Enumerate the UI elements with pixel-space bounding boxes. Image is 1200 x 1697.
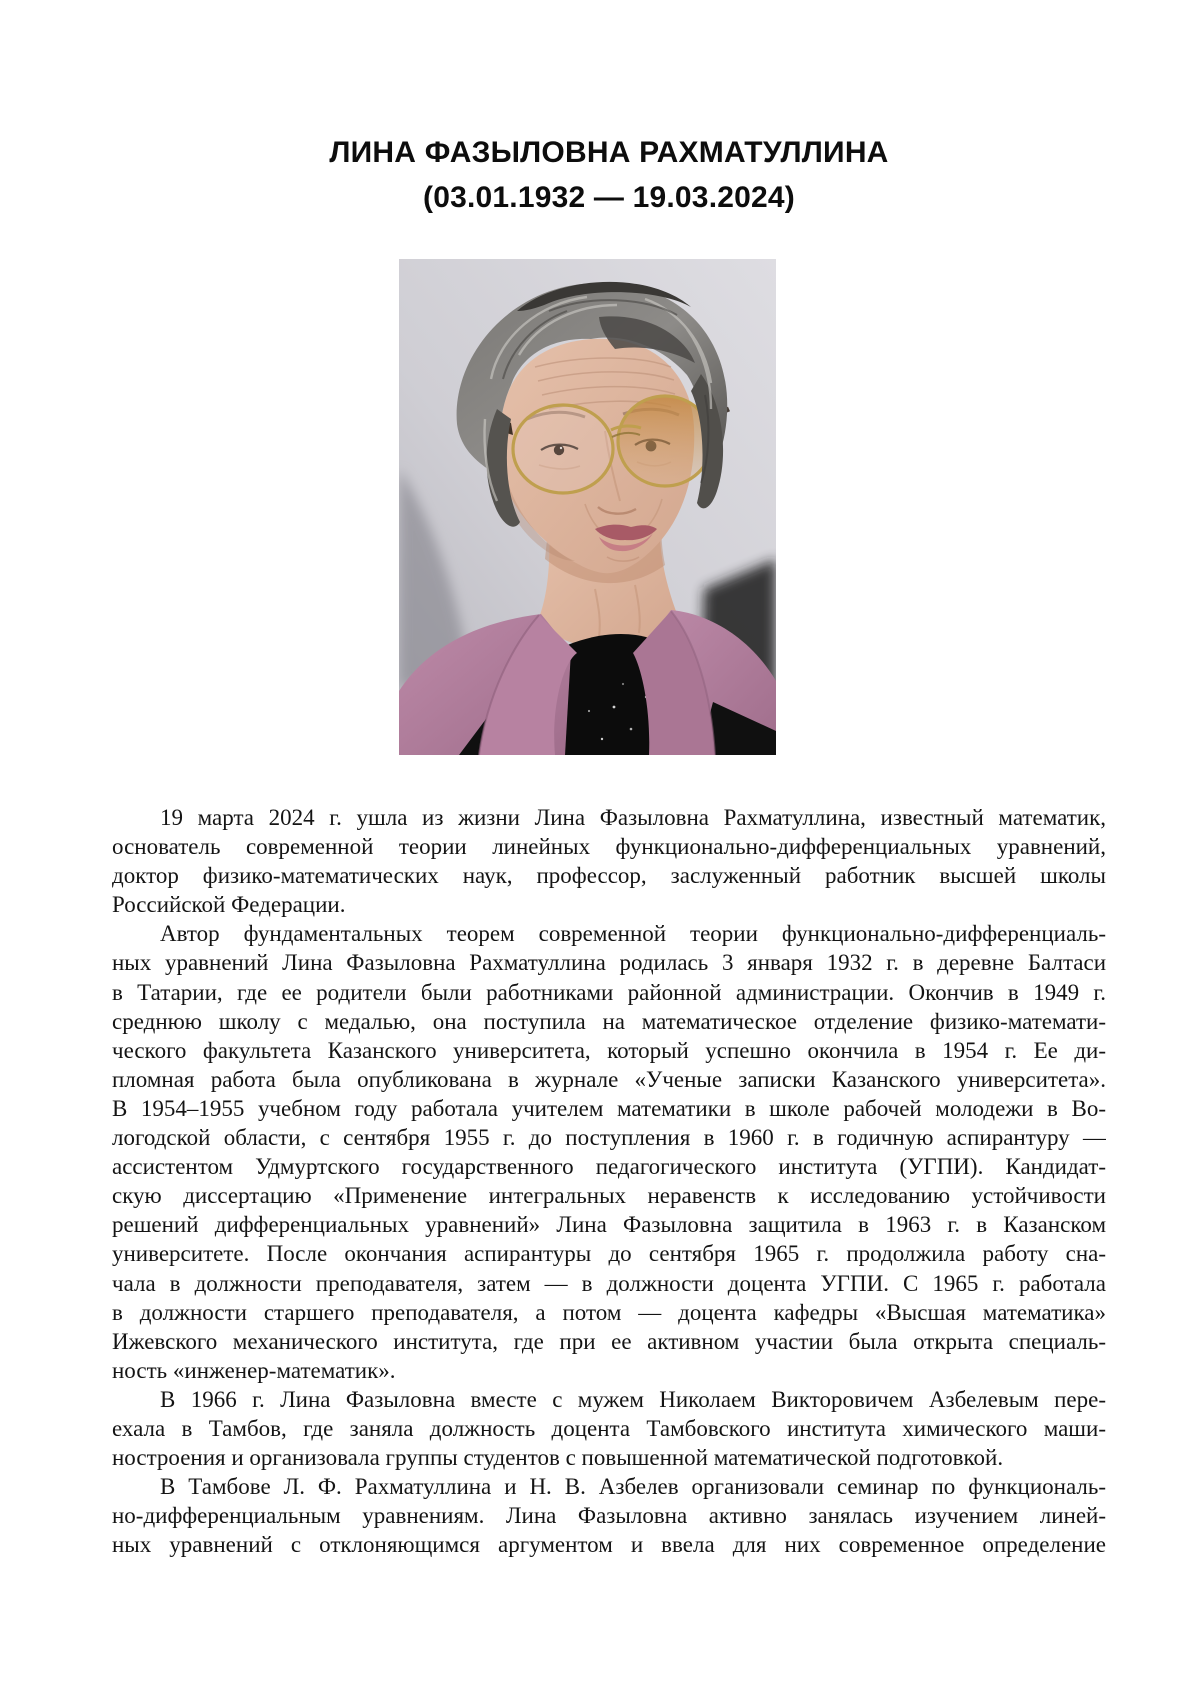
text-line: доктор физико-математических наук, профессор, заслуженный работник высшей школы bbox=[112, 863, 1106, 889]
text-line: в должности старшего преподавателя, а потом — доцента кафедры «Высшая математика» bbox=[112, 1299, 1106, 1325]
article-body bbox=[112, 803, 1106, 1559]
text-line: среднюю школу с медалью, она поступила на математическое отделение физико-математи- bbox=[112, 1008, 1106, 1034]
text-line: ность «инженер-математик». bbox=[112, 1357, 396, 1383]
text-line: университете. После окончания аспирантуры до сентября 1965 г. продолжила работу сна- bbox=[112, 1241, 1106, 1267]
portrait-photo bbox=[399, 259, 776, 755]
text-line: чала в должности преподавателя, затем — в должности доцента УГПИ. С 1965 г. работала bbox=[112, 1270, 1106, 1296]
text-line: но-дифференциальным уравнениям. Лина Фазыловна активно занялась изучением линей- bbox=[112, 1503, 1106, 1529]
text-line: пломная работа была опубликована в журнале «Ученые записки Казанского университета». bbox=[112, 1066, 1106, 1092]
text-line: ных уравнений с отклоняющимся аргументом и ввела для них современное определение bbox=[112, 1532, 1106, 1558]
text-line: ностроения и организовала группы студентов с повышенной математической подготовкой. bbox=[112, 1445, 1004, 1471]
text-line: ассистентом Удмуртского государственного педагогического института (УГПИ). Кандидат- bbox=[112, 1154, 1106, 1180]
paragraph bbox=[112, 919, 1106, 1385]
text-line: В 1954–1955 учебном году работала учителем математики в школе рабочей молодежи в Во- bbox=[112, 1095, 1106, 1121]
paragraph bbox=[112, 1385, 1106, 1472]
text-line: Российской Федерации. bbox=[112, 892, 346, 918]
life-dates: (03.01.1932 — 19.03.2024) bbox=[423, 181, 795, 214]
text-line: в Татарии, где ее родители были работниками районной администрации. Окончив в 1949 г. bbox=[112, 979, 1106, 1005]
text-line: решений дифференциальных уравнений» Лина Фазыловна защитила в 1963 г. в Казанском bbox=[112, 1212, 1106, 1238]
portrait-illustration bbox=[399, 259, 776, 755]
paragraph bbox=[112, 803, 1106, 919]
text-line: Ижевского механического института, где при ее активном участии была открыта специаль- bbox=[112, 1328, 1106, 1354]
paragraph bbox=[112, 1472, 1106, 1559]
text-line: ческого факультета Казанского университета, который успешно окончила в 1954 г. Ее ди- bbox=[112, 1037, 1106, 1063]
text-line: 19 марта 2024 г. ушла из жизни Лина Фазыловна Рахматуллина, известный математик, bbox=[160, 805, 1106, 830]
text-line: В 1966 г. Лина Фазыловна вместе с мужем Николаем Викторовичем Азбелевым пере- bbox=[160, 1386, 1106, 1412]
text-line: ных уравнений Лина Фазыловна Рахматуллина родилась 3 января 1932 г. в деревне Балтаси bbox=[112, 950, 1106, 976]
text-line: основатель современной теории линейных функционально-дифференциальных уравнений, bbox=[112, 834, 1106, 860]
page-title: ЛИНА ФАЗЫЛОВНА РАХМАТУЛЛИНА bbox=[329, 136, 889, 169]
text-line: ехала в Тамбов, где заняла должность доцента Тамбовского института химического маши- bbox=[112, 1415, 1106, 1441]
text-line: логодской области, с сентября 1955 г. до поступления в 1960 г. в годичную аспирантуру — bbox=[112, 1125, 1106, 1151]
text-line: скую диссертацию «Применение интегральных неравенств к исследованию устойчивости bbox=[112, 1183, 1106, 1209]
text-line: Автор фундаментальных теорем современной теории функционально-дифференциаль- bbox=[160, 921, 1106, 947]
text-line: В Тамбове Л. Ф. Рахматуллина и Н. В. Азбелев организовали семинар по функциональ- bbox=[160, 1474, 1106, 1500]
